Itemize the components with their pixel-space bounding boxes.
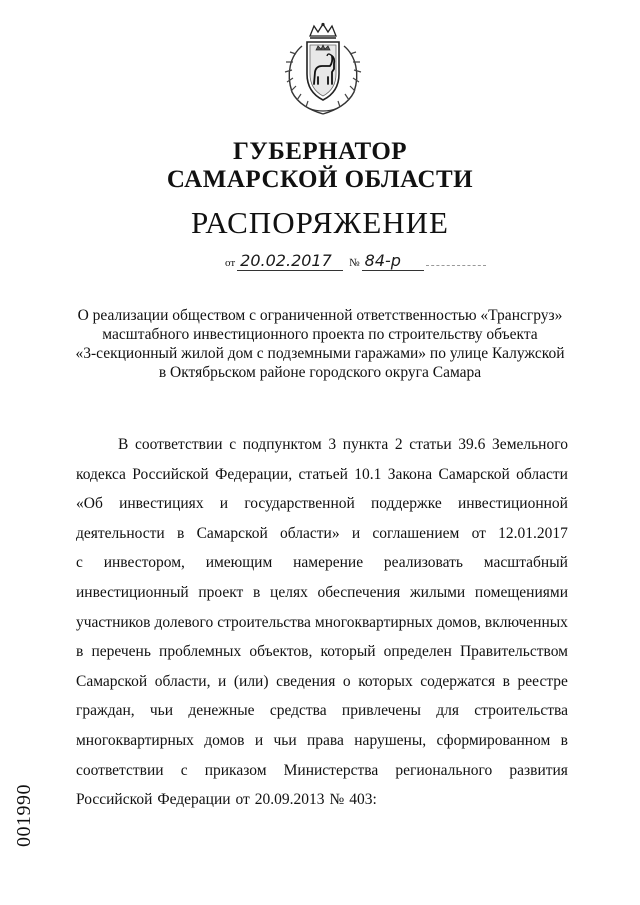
body-word: проект [198, 583, 244, 601]
number-underline-tail [426, 265, 486, 266]
body-line [76, 548, 568, 578]
body-word: 3 [328, 436, 337, 453]
body-word: в [502, 672, 510, 690]
date-prefix: от [225, 257, 236, 269]
body-word: Федерации [157, 791, 231, 809]
body-word: средства [269, 702, 327, 720]
body-word: о [342, 672, 351, 690]
body-line [76, 785, 568, 815]
body-word: который [320, 643, 376, 661]
body-word: в [76, 643, 84, 661]
body-word: и [351, 524, 361, 542]
body-word: с [76, 554, 83, 572]
body-word: области, [154, 672, 211, 690]
serial-number-text: 001990 [12, 783, 35, 847]
body-word: «Об [76, 495, 103, 513]
body-word: и [218, 672, 227, 690]
body-word: которых [358, 672, 413, 690]
body-line [76, 637, 568, 667]
serial-number-stamp [4, 770, 44, 860]
number-prefix: № [349, 257, 360, 269]
body-word: соответствии [134, 436, 223, 453]
body-word: Российской [76, 791, 153, 809]
body-word: 39.6 [458, 436, 486, 453]
body-word: Министерства [283, 761, 379, 779]
body-word: в [560, 731, 568, 749]
body-word: объектов, [249, 643, 313, 661]
document-type: РАСПОРЯЖЕНИЕ [191, 205, 449, 240]
body-word: с [229, 436, 237, 453]
body-word: Самарской [196, 524, 268, 542]
body-word: кодекса [76, 465, 126, 483]
body-word: и [219, 495, 229, 513]
title-line: О реализации обществом с ограниченной ответственностью «Трансгруз» [77, 307, 563, 324]
body-word: домов [204, 731, 245, 749]
body-word: Правительством [459, 643, 568, 661]
issuer-title-line1: ГУБЕРНАТОР [232, 138, 408, 165]
body-line [76, 696, 568, 726]
body-word: чьи [149, 702, 174, 720]
body-word: пункта [342, 436, 389, 453]
body-word: 403: [349, 791, 377, 809]
body-line [76, 578, 568, 608]
body-word: имеющим [205, 554, 273, 572]
body-line [76, 430, 568, 460]
body-line [76, 460, 568, 490]
body-word: жилыми [409, 583, 466, 601]
document-body-paragraph [76, 430, 568, 815]
body-word: сведения [276, 672, 336, 690]
body-word: Самарской [76, 672, 148, 690]
body-word: целях [270, 583, 308, 601]
body-word: строительства [217, 613, 311, 631]
body-word: права [307, 731, 344, 749]
body-word: многоквартирных [76, 731, 194, 749]
body-word: 2 [394, 436, 403, 453]
body-word: Земельного [492, 436, 568, 453]
body-word: реализовать [383, 554, 463, 572]
body-word: с [180, 761, 188, 779]
body-word: 12.01.2017 [498, 524, 568, 542]
body-word: домов, [436, 613, 481, 631]
body-line [76, 608, 568, 638]
body-word: многоквартирных [314, 613, 433, 631]
body-word: строительства [474, 702, 568, 720]
body-word: и [254, 731, 264, 749]
body-word: соглашением [372, 524, 460, 542]
body-word: в [253, 583, 261, 601]
date-number-line [225, 250, 486, 274]
body-word: № [329, 791, 345, 809]
body-word: для [436, 702, 459, 720]
handwritten-number: 84-р [362, 252, 424, 271]
body-word: поддержке [371, 495, 442, 513]
body-word: деятельности [76, 524, 165, 542]
body-word: регионального [395, 761, 493, 779]
body-word: в [176, 524, 185, 542]
body-word: нарушены, [354, 731, 427, 749]
document-subject-title [70, 306, 570, 382]
body-word: масштабный [483, 554, 568, 572]
body-word: включенных [484, 613, 568, 631]
body-line [76, 667, 568, 697]
body-word: инвестиционной [457, 495, 568, 513]
body-word: намерение [293, 554, 364, 572]
body-word: подпунктом [242, 436, 322, 453]
issuer-title-line2: САМАРСКОЙ ОБЛАСТИ [166, 166, 474, 193]
body-word: Самарской [438, 465, 510, 483]
body-word: от [471, 524, 486, 542]
body-word: 20.09.2013 [254, 791, 325, 809]
body-line [76, 519, 568, 549]
handwritten-date: 20.02.2017 [237, 252, 343, 271]
body-word: чьи [273, 731, 297, 749]
body-word: Закона [387, 465, 433, 483]
body-line [76, 726, 568, 756]
body-word: денежные [188, 702, 255, 720]
body-word: Федерации, [215, 465, 293, 483]
body-word: 10.1 [354, 465, 382, 483]
body-word: соответствии [76, 761, 164, 779]
body-word: проблемных [159, 643, 242, 661]
body-word: определен [383, 643, 452, 661]
coat-of-arms-icon [280, 22, 366, 118]
body-word: развития [509, 761, 568, 779]
body-word: приказом [204, 761, 267, 779]
body-word: участников [76, 613, 151, 631]
body-word: долевого [154, 613, 214, 631]
body-word: помещениями [474, 583, 568, 601]
body-word: государственной [244, 495, 355, 513]
body-word: обеспечения [317, 583, 401, 601]
body-word: инвестором, [103, 554, 185, 572]
body-line [76, 756, 568, 786]
body-word: Российской [132, 465, 209, 483]
body-word: граждан, [76, 702, 135, 720]
body-word: области» [280, 524, 340, 542]
body-line [76, 489, 568, 519]
body-word: области [516, 465, 568, 483]
body-word: сформированном [436, 731, 551, 749]
body-word: статьи [409, 436, 452, 453]
title-line: «3-секционный жилой дом с подземными гаражами» по улице Калужской [75, 345, 565, 362]
body-word: статьей [298, 465, 348, 483]
title-line: в Октябрьском районе городского округа Самара [158, 364, 482, 381]
body-word: содержатся [420, 672, 496, 690]
body-word: инвестиционный [76, 583, 189, 601]
body-word: привлечены [341, 702, 421, 720]
body-word: от [235, 791, 250, 809]
body-word: В [118, 436, 129, 453]
body-word: инвестициях [119, 495, 204, 513]
body-word: реестре [517, 672, 568, 690]
body-word: (или) [233, 672, 269, 690]
body-word: перечень [91, 643, 151, 661]
title-line: масштабного инвестиционного проекта по строительству объекта [102, 326, 538, 343]
